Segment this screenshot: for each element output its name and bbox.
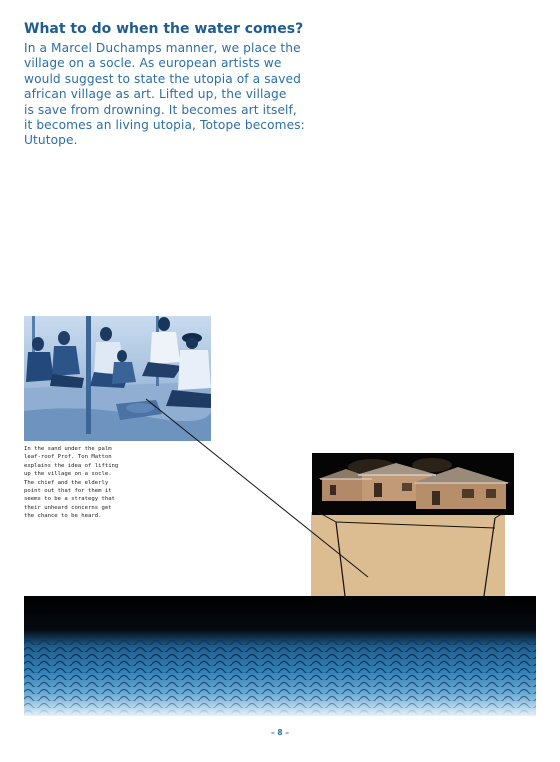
body-line: would suggest to state the utopia of a saved <box>24 71 301 86</box>
caption-line: leaf-roof Prof. Ton Matton <box>24 454 112 461</box>
caption-line: The chief and the elderly <box>24 479 109 486</box>
caption-line: their unheard concerns get <box>24 504 112 511</box>
meeting-photo <box>24 316 211 441</box>
caption-line: In the sand under the palm <box>24 446 112 452</box>
caption-line: up the village on a socle. <box>24 471 112 478</box>
body-line: In a Marcel Duchamps manner, we place the <box>24 41 301 55</box>
caption-line: the chance to be heard. <box>24 513 102 520</box>
socle-block <box>311 512 505 598</box>
photo-caption <box>24 445 154 521</box>
body-paragraph <box>24 41 324 149</box>
body-line: Ututope. <box>24 133 78 148</box>
body-line: is save from drowning. It becomes art itself, <box>24 102 297 117</box>
body-line: village on a socle. As european artists we <box>24 56 282 71</box>
water-waves <box>24 596 536 716</box>
village-photo <box>312 453 514 515</box>
page-number: – 8 – <box>271 728 289 737</box>
caption-line: point out that for them it <box>24 488 112 495</box>
caption-line: explains the idea of lifting <box>24 462 119 469</box>
page-heading: What to do when the water comes? <box>24 21 304 37</box>
body-line: african village as art. Lifted up, the village <box>24 87 287 102</box>
caption-line: seems to be a strategy that <box>24 496 115 503</box>
body-line: it becomes an living utopia, Totope becomes: <box>24 118 305 133</box>
